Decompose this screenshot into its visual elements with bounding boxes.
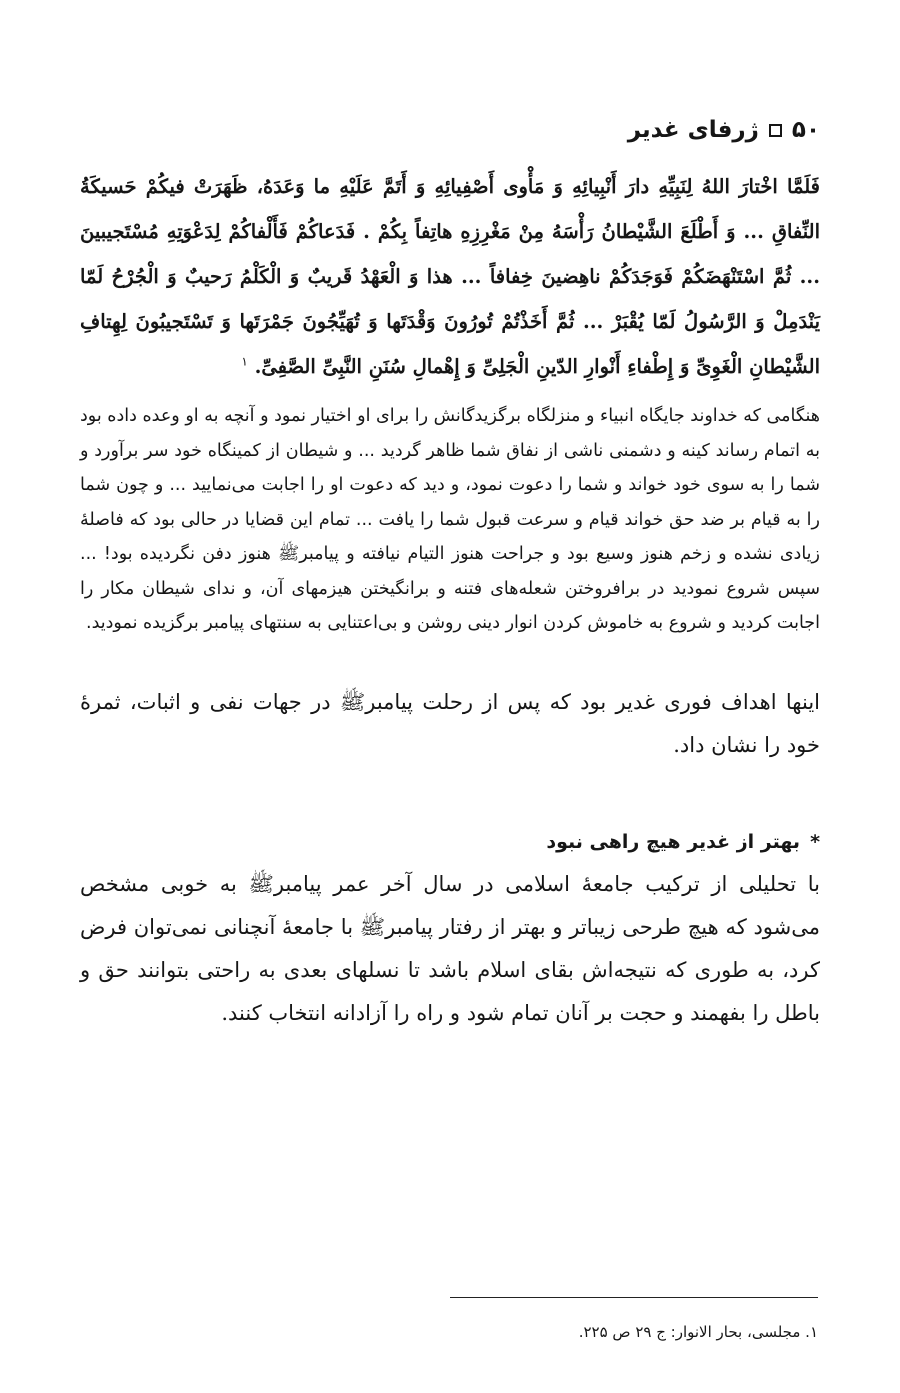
section-heading-text: بهتر از غدیر هیچ راهی نبود [546,830,801,853]
arabic-quotation [80,164,820,389]
footnote: ۱. مجلسی، بحار الانوار: ج ۲۹ ص ۲۲۵. [578,1323,818,1341]
persian-translation: هنگامی که خداوند جایگاه انبیاء و منزلگاه برگزیدگانش را برای او اختیار نمود و آنچه به او وعده داده بود به اتمام رساند کینه و دشمنی ناشی از نفاق شما ظاهر گردید ... و شیطان از کمینگاه خود سر برآورد و شما را به سوی خود خواند و شما را دعوت نمود، و دید که دعوت او را اجابت می‌نمایید ... و چون شما را به قیام بر ضد حق خواند قیام و سرعت قبول شما را یافت ... تمام این قضایا در حالی بود که فاصلهٔ زیادی نشده و زخم هنوز وسیع بود و جراحت هنوز التیام نیافته و پیامبرﷺ هنوز دفن نگردیده بود! ... سپس شروع نمودید در برافروختن شعله‌های فتنه و برانگیختن هیزمهای آن، و ندای شیطان مکار را اجابت کردید و شروع به خاموش کردن انوار دینی روشن و بی‌اعتنایی به سنتهای پیامبر برگزیده نمودید. [80,406,820,633]
arabic-quotation-text: فَلَمَّا اخْتارَ اللهُ لِنَبِیِّهِ دارَ أَنْبِیائِهِ وَ مَأْوی أَصْفِیائِهِ وَ أَتَمَّ عَلَیْهِ ما وَعَدَهُ، ظَهَرَتْ فیکُمْ حَسیکَةُ النِّفاقِ ... وَ أَطْلَعَ الشَّیْطانُ رَأْسَهُ مِنْ مَغْرِزِهِ هاتِفاً بِکُمْ . فَدَعاکُمْ فَأَلْفاکُمْ لِدَعْوَتِهِ مُسْتَجیبینَ ... ثُمَّ اسْتَنْهَضَکُمْ فَوَجَدَکُمْ ناهِضینَ خِفافاً ... هذا وَ الْعَهْدُ قَریبٌ وَ الْکَلْمُ رَحیبٌ وَ الْجُرْحُ لَمّا یَنْدَمِلْ وَ الرَّسُولُ لَمّا یُقْبَرْ ... ثُمَّ أَخَذْتُمْ تُورُونَ وَقْدَتَها وَ تُهَیِّجُونَ جَمْرَتَها وَ تَسْتَجیبُونَ لِهِتافِ الشَّیْطانِ الْغَوِیِّ وَ إِطْفاءِ أَنْوارِ الدّینِ الْجَلِیِّ وَ إِهْمالِ سُنَنِ النَّبِیِّ الصَّفِیِّ. [80,175,820,378]
page-number: ۵۰ [791,117,820,143]
body-paragraph-1: اینها اهداف فوری غدیر بود که پس از رحلت پیامبرﷺ در جهات نفی و اثبات، ثمرهٔ خود را نشان داد. [80,689,820,757]
footnote-reference: ۱ [241,354,248,369]
body-paragraph-2: با تحلیلی از ترکیب جامعهٔ اسلامی در سال آخر عمر پیامبرﷺ به خوبی مشخص می‌شود که هیچ طرحی زیباتر و بهتر از رفتار پیامبرﷺ با جامعهٔ آنچنانی نمی‌توان فرض کرد، به طوری که نتیجه‌اش بقای اسلام باشد تا نسلهای بعدی به راحتی بتوانند حق و باطل را بفهمند و حجت بر آنان تمام شود و راه را آزادانه انتخاب کنند. [80,871,820,1025]
asterisk-icon: * [810,830,820,853]
square-ornament-icon [769,124,782,137]
footnote-divider [450,1297,818,1298]
book-title: ژرفای غدیر [627,117,759,143]
page-content [80,110,820,1035]
section-heading [80,823,820,861]
running-header [80,110,820,150]
